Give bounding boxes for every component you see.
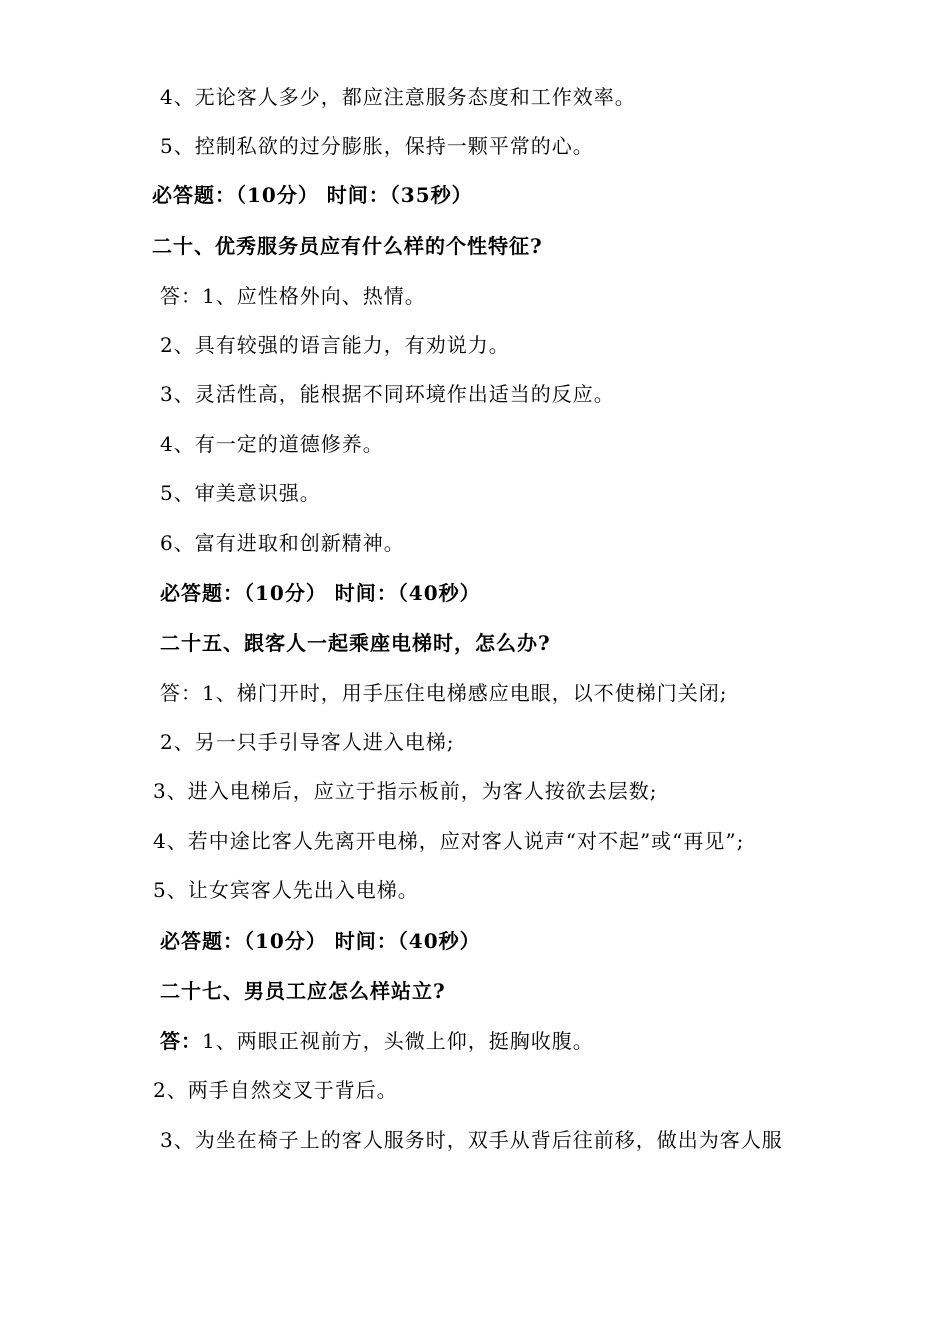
answer-line: 答：1、应性格外向、热情。 [160, 284, 426, 308]
question-heading: 二十、优秀服务员应有什么样的个性特征? [152, 234, 543, 258]
answer-line: 2、具有较强的语言能力，有劝说力。 [160, 333, 510, 357]
question-score-time: 必答题：（10分） 时间：（35秒） [152, 183, 473, 207]
answer-line: 4、无论客人多少，都应注意服务态度和工作效率。 [160, 85, 636, 109]
answer-line: 答：1、梯门开时，用手压住电梯感应电眼，以不使梯门关闭; [160, 681, 728, 705]
answer-line: 3、灵活性高，能根据不同环境作出适当的反应。 [160, 382, 615, 406]
answer-line: 6、富有进取和创新精神。 [160, 531, 405, 555]
answer-text: 1、两眼正视前方，头微上仰，挺胸收腹。 [202, 1029, 594, 1053]
answer-line [160, 1028, 594, 1054]
question-heading: 二十五、跟客人一起乘座电梯时，怎么办? [160, 631, 551, 655]
answer-line: 2、另一只手引导客人进入电梯; [160, 730, 455, 754]
answer-line: 5、控制私欲的过分膨胀，保持一颗平常的心。 [160, 134, 594, 158]
answer-line: 4、有一定的道德修养。 [160, 432, 384, 456]
answer-label: 答： [160, 1029, 202, 1053]
answer-line: 3、为坐在椅子上的客人服务时，双手从背后往前移，做出为客人服 [160, 1128, 783, 1152]
answer-line: 5、审美意识强。 [160, 481, 321, 505]
answer-line: 5、让女宾客人先出入电梯。 [153, 878, 419, 902]
answer-line: 4、若中途比客人先离开电梯，应对客人说声“对不起”或“再见”; [153, 829, 745, 853]
answer-line: 3、进入电梯后，应立于指示板前，为客人按欲去层数; [153, 779, 658, 803]
answer-line: 2、两手自然交叉于背后。 [153, 1078, 398, 1102]
question-score-time: 必答题：（10分） 时间：（40秒） [160, 929, 481, 953]
question-heading: 二十七、男员工应怎么样站立? [160, 979, 446, 1003]
question-score-time: 必答题：（10分） 时间：（40秒） [160, 581, 481, 605]
